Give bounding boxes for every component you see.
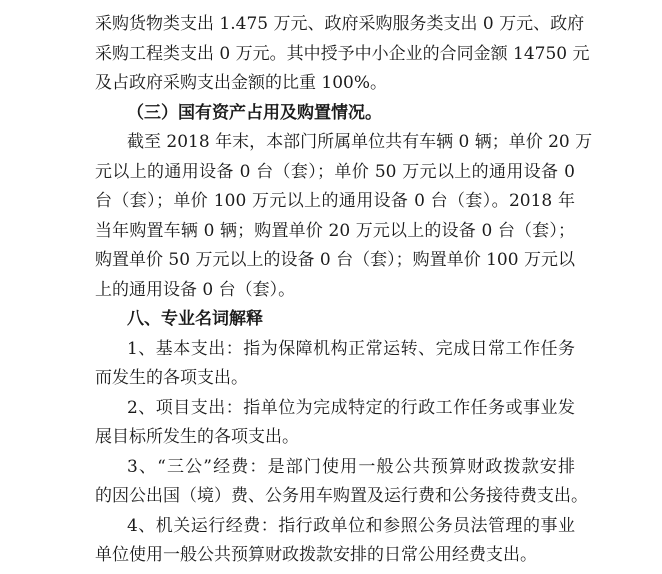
paragraph-line: 及占政府采购支出金额的比重 100%。	[95, 73, 388, 93]
definition-line: 而发生的各项支出。	[95, 368, 248, 388]
section-heading: （三）国有资产占用及购置情况。	[127, 102, 382, 123]
paragraph-line: 上的通用设备 0 台（套）。	[95, 279, 296, 300]
definition-line: 3、“三公”经费：是部门使用一般公共预算财政拨款安排	[127, 456, 575, 477]
paragraph-line: 元以上的通用设备 0 台（套）；单价 50 万元以上的通用设备 0	[95, 161, 575, 182]
paragraph-line: 台（套）；单价 100 万元以上的通用设备 0 台（套）。2018 年	[95, 191, 575, 211]
definition-line: 4、机关运行经费：指行政单位和参照公务员法管理的事业	[127, 515, 575, 536]
chapter-heading: 八、专业名词解释	[127, 309, 263, 329]
paragraph-line: 采购工程类支出 0 万元。其中授予中小企业的合同金额 14750 元	[95, 43, 590, 64]
definition-line: 1、基本支出：指为保障机构正常运转、完成日常工作任务	[127, 338, 575, 359]
paragraph-line: 当年购置车辆 0 辆；购置单价 20 万元以上的设备 0 台（套）；	[95, 220, 575, 241]
definition-line: 的因公出国（境）费、公务用车购置及运行费和公务接待费支出。	[95, 486, 588, 506]
definition-line: 2、项目支出：指单位为完成特定的行政工作任务或事业发	[127, 397, 575, 418]
paragraph-line: 采购货物类支出 1.475 万元、政府采购服务类支出 0 万元、政府	[95, 14, 585, 34]
paragraph-line: 截至 2018 年末，本部门所属单位共有车辆 0 辆；单价 20 万	[127, 132, 593, 152]
paragraph-line: 购置单价 50 万元以上的设备 0 台（套）；购置单价 100 万元以	[95, 250, 575, 270]
definition-line: 单位使用一般公共预算财政拨款安排的日常公用经费支出。	[95, 545, 537, 565]
definition-line: 展目标所发生的各项支出。	[95, 427, 299, 447]
